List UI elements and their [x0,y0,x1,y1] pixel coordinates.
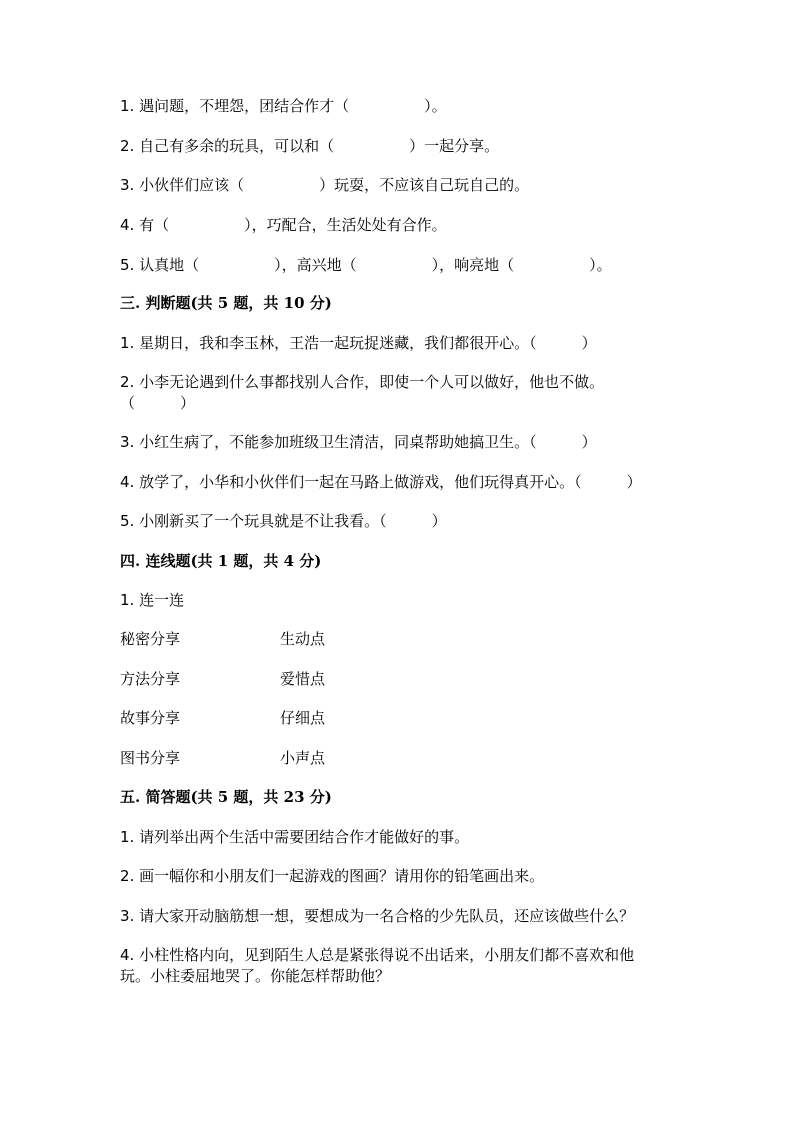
match-left-2: 方法分享 [120,670,181,688]
short-answer-2: 2. 画一幅你和小朋友们一起游戏的图画？请用你的铅笔画出来。 [120,867,545,885]
match-right-3: 仔细点 [280,709,326,727]
section-3-heading: 三. 判断题(共 5 题，共 10 分) [120,294,332,312]
section-4-heading: 四. 连线题(共 1 题，共 4 分) [120,552,322,570]
fill-blank-2: 2. 自己有多余的玩具，可以和（ ）一起分享。 [120,137,500,155]
section-5-heading: 五. 简答题(共 5 题，共 23 分) [120,788,332,806]
short-answer-1: 1. 请列举出两个生活中需要团结合作才能做好的事。 [120,828,470,846]
fill-blank-3: 3. 小伙伴们应该（ ）玩耍，不应该自己玩自己的。 [120,176,530,194]
match-right-2: 爱惜点 [280,670,326,688]
match-right-1: 生动点 [280,630,326,648]
judge-item-4: 4. 放学了，小华和小伙伴们一起在马路上做游戏，他们玩得真开心。（ ） [120,473,642,491]
judge-item-2-bracket: （ ） [120,394,196,412]
match-left-3: 故事分享 [120,709,181,727]
short-answer-3: 3. 请大家开动脑筋想一想，要想成为一名合格的少先队员，还应该做些什么？ [120,907,635,925]
judge-item-1: 1. 星期日，我和李玉林，王浩一起玩捉迷藏，我们都很开心。（ ） [120,334,597,352]
matching-question: 1. 连一连 [120,591,185,609]
judge-item-3: 3. 小红生病了，不能参加班级卫生清洁，同桌帮助她搞卫生。（ ） [120,433,597,451]
judge-item-5: 5. 小刚新买了一个玩具就是不让我看。（ ） [120,512,447,530]
fill-blank-5: 5. 认真地（ ），高兴地（ ），响亮地（ ）。 [120,256,612,274]
fill-blank-4: 4. 有（ ），巧配合，生活处处有合作。 [120,216,447,234]
short-answer-4: 4. 小柱性格内向，见到陌生人总是紧张得说不出话来，小朋友们都不喜欢和他 [120,946,635,964]
match-left-1: 秘密分享 [120,630,181,648]
match-left-4: 图书分享 [120,749,181,767]
short-answer-4-cont: 玩。小柱委屈地哭了。你能怎样帮助他？ [120,967,391,985]
judge-item-2: 2. 小李无论遇到什么事都找别人合作，即使一个人可以做好，他也不做。 [120,373,605,391]
match-right-4: 小声点 [280,749,326,767]
fill-blank-1: 1. 遇问题，不埋怨，团结合作才（ ）。 [120,97,447,115]
